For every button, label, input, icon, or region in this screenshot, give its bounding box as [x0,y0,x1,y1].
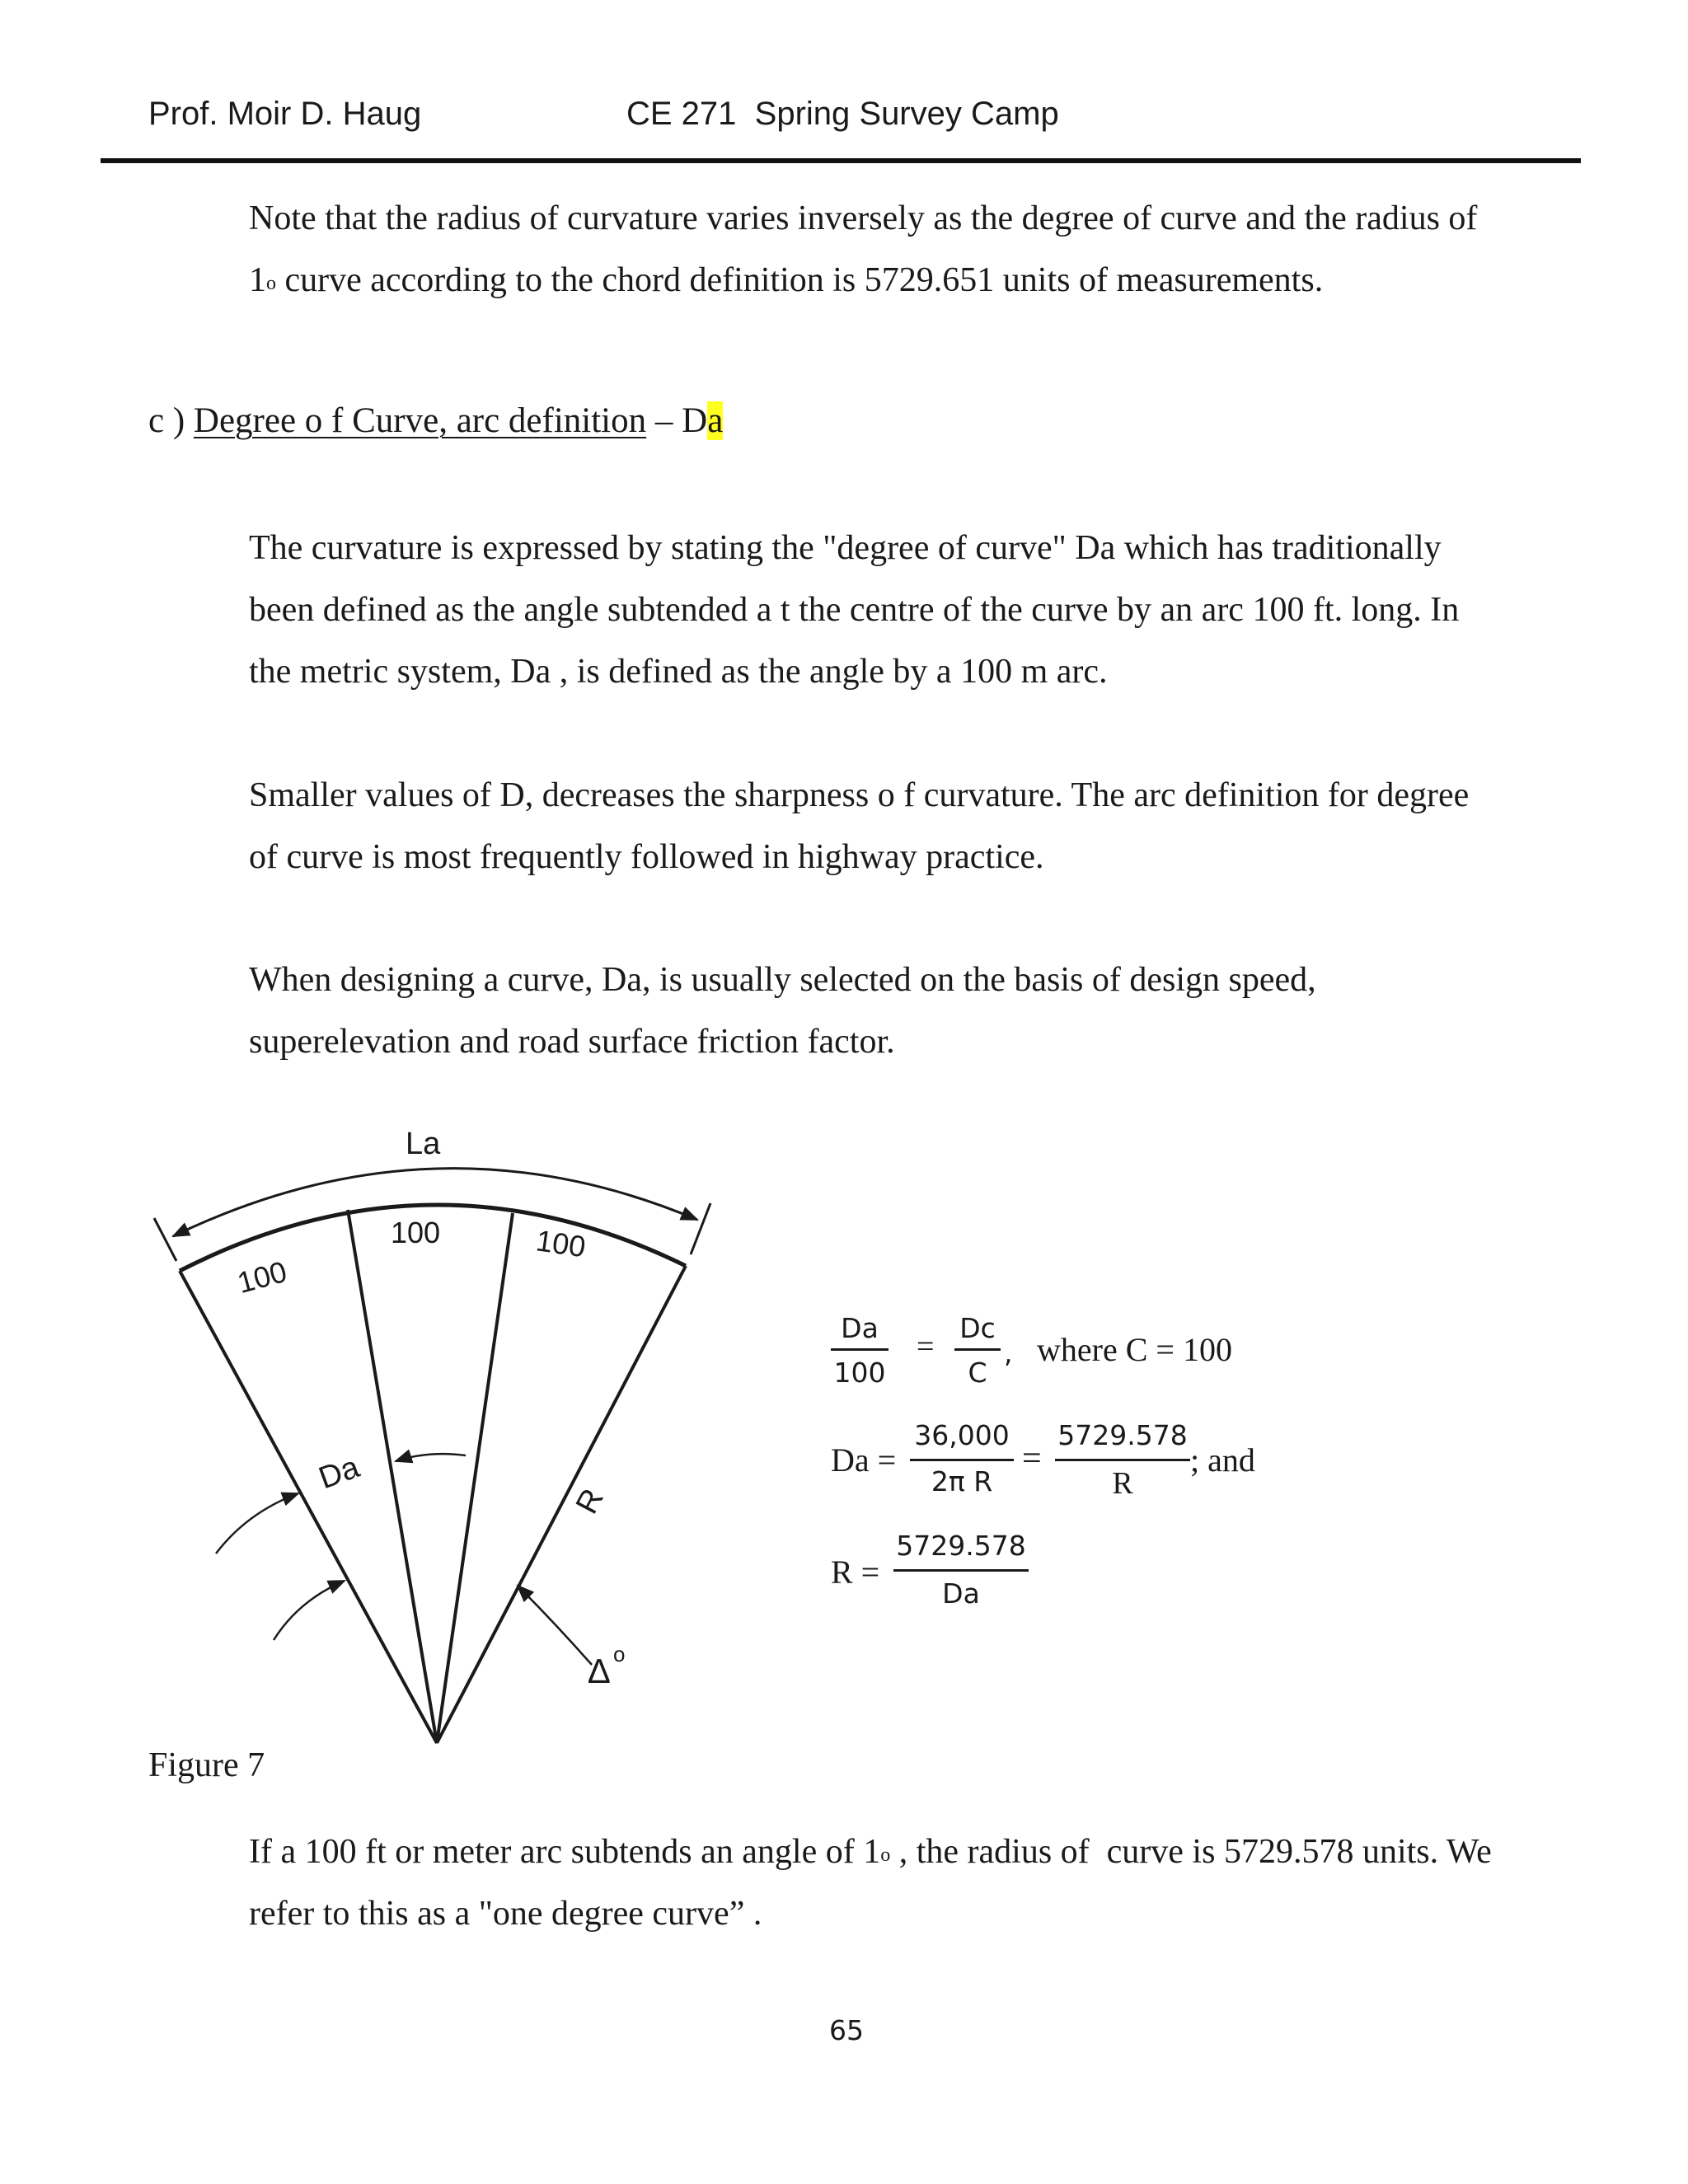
label-r: R [570,1483,611,1520]
eq1-numerator-right: Dc [959,1312,996,1344]
section-prefix: c ) [148,401,194,440]
degree-symbol: o [880,1844,891,1866]
eq1-denominator-left: 100 [833,1357,886,1389]
header-course: CE 271 Spring Survey Camp [626,96,1059,132]
eq1-equals: = [917,1329,935,1364]
paragraph-4-line-2: superelevation and road surface friction factor. [249,1023,895,1061]
dimension-tick-right [691,1203,710,1254]
section-dash: – D [646,401,708,440]
label-da: Da [314,1450,364,1497]
paragraph-2-line-2: been defined as the angle subtended a t the centre of the curve by an arc 100 ft. long. In [249,591,1460,629]
paragraph-2-line-3: the metric system, Da , is defined as the angle by a 100 m arc. [249,653,1108,691]
label-100-left: 100 [233,1254,291,1301]
figure-caption: Figure 7 [148,1746,265,1784]
paragraph-5 [249,1821,1568,1945]
label-100-right: 100 [533,1223,588,1264]
arrow-da-upper [216,1493,298,1554]
arrow-center-angle [396,1454,466,1461]
eq2-fraction-bar-2 [1055,1459,1190,1461]
eq1-fraction-bar-left [831,1348,889,1351]
eq3-numerator: 5729.578 [896,1530,1026,1562]
eq2-denominator-1: 2π R [931,1465,993,1497]
eq2-numerator-1: 36,000 [914,1419,1010,1451]
section-highlight: a [707,401,724,440]
paragraph-3-line-1: Smaller values of D, decreases the sharpness o f curvature. The arc definition for degree [249,776,1470,814]
eq2-tail: ; and [1190,1441,1255,1479]
text-post: , the radius of curve is 5729.578 units. We [890,1833,1492,1871]
section-title: Degree o f Curve, arc definition [193,401,647,440]
text-one: 1 [249,261,266,299]
eq3-denominator: Da [942,1577,980,1610]
eq2-fraction-bar-1 [910,1459,1014,1461]
eq2-numerator-2: 5729.578 [1057,1419,1188,1451]
eq1-comma: , [1004,1337,1013,1369]
label-100-mid: 100 [391,1216,441,1249]
arrow-da-lower [274,1581,345,1640]
eq2-equals: = [1022,1440,1042,1478]
paragraph-1-line-1: Note that the radius of curvature varies inversely as the degree of curve and the radius of [249,199,1478,237]
label-delta: ∆ [588,1652,610,1690]
eq3-fraction-bar [893,1569,1029,1572]
text-pre: If a 100 ft or meter arc subtends an angle of 1 [249,1833,881,1871]
paragraph-2-line-1: The curvature is expressed by stating the "degree of curve" Da which has traditionally [249,529,1442,567]
eq1-where-clause: where C = 100 [1037,1331,1232,1368]
arrow-delta [518,1586,592,1665]
label-delta-degree: o [613,1642,626,1666]
header-author: Prof. Moir D. Haug [148,96,422,132]
dimension-tick-left [154,1218,176,1261]
radius-right [437,1266,686,1743]
paragraph-5-line-2: refer to this as a "one degree curve” . [249,1895,762,1933]
page-number: 65 [829,2014,864,2046]
eq1-fraction-bar-right [954,1348,1001,1351]
eq2-denominator-2: R [1112,1466,1133,1501]
label-la: La [406,1127,441,1161]
paragraph-5-line-1 [249,1821,1568,1883]
eq1-denominator-right: C [968,1357,987,1389]
radius-mid-right [437,1213,513,1743]
paragraph-3-line-2: of curve is most frequently followed in highway practice. [249,838,1044,876]
eq1-numerator-left: Da [841,1312,879,1344]
text-rest: curve according to the chord definition is 5729.651 units of measurements. [276,261,1324,299]
eq3-lhs: R = [831,1554,880,1591]
eq2-lhs: Da = [831,1441,897,1479]
paragraph-4-line-1: When designing a curve, Da, is usually selected on the basis of design speed, [249,961,1316,999]
degree-symbol: o [266,273,276,294]
